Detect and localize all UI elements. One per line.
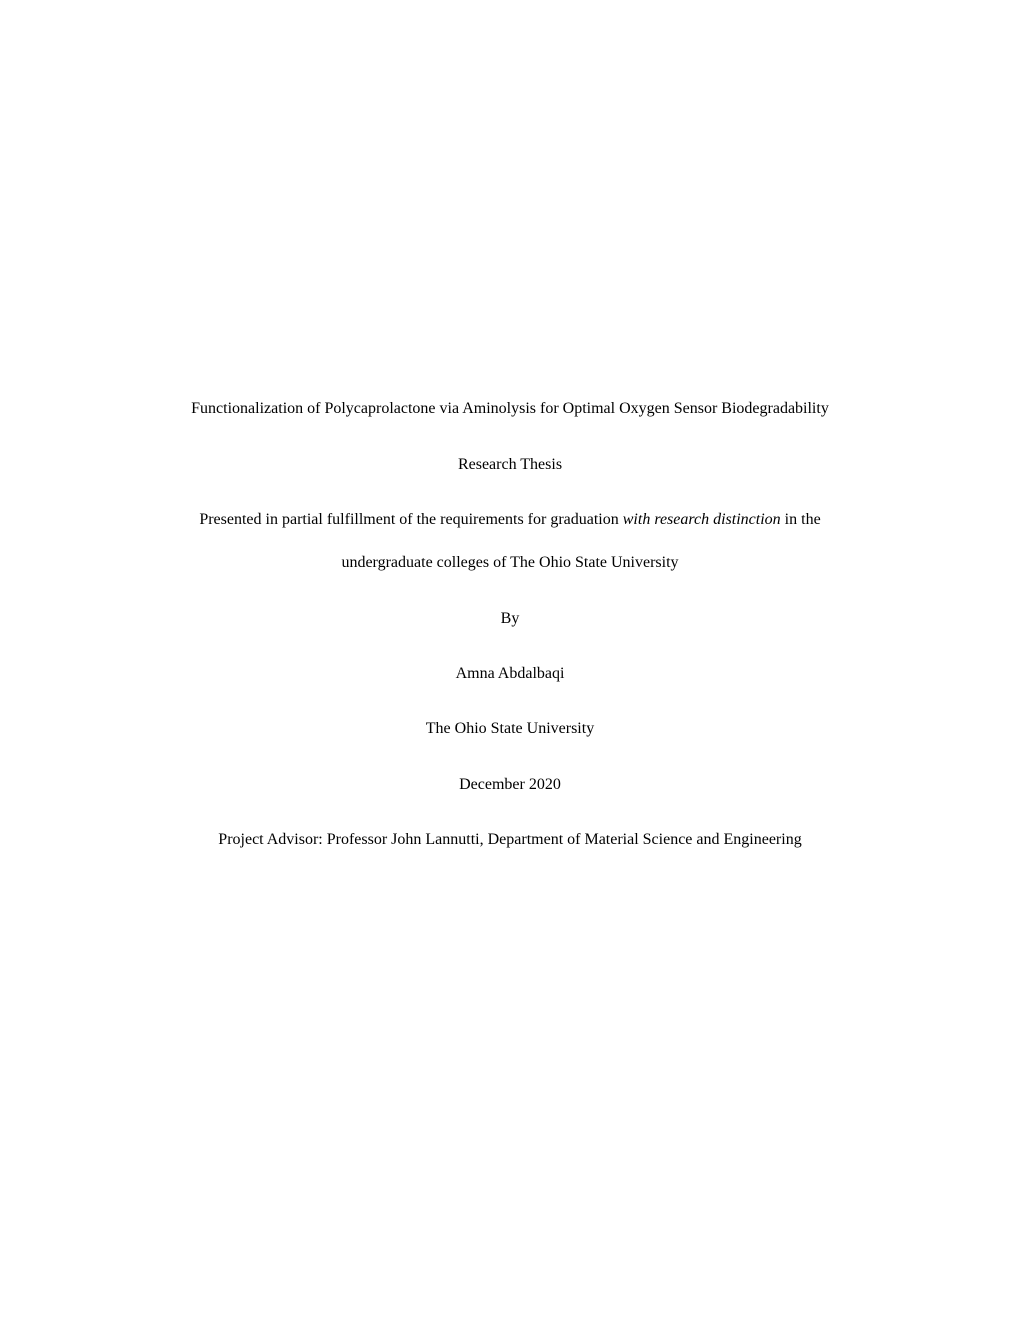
institution-name: The Ohio State University xyxy=(425,720,595,737)
thesis-title: Functionalization of Polycaprolactone via Aminolysis for Optimal Oxygen Sensor Biodegradability xyxy=(191,400,829,417)
presentation-text-before: Presented in partial fulfillment of the requirements for graduation xyxy=(199,511,623,528)
presentation-emphasis: with research distinction xyxy=(622,511,781,528)
document-type: Research Thesis xyxy=(457,456,563,473)
thesis-date: December 2020 xyxy=(459,776,561,793)
by-label: By xyxy=(500,610,520,627)
presentation-statement-line-2: undergraduate colleges of The Ohio State University xyxy=(341,554,679,571)
presentation-text-after: in the xyxy=(780,511,821,528)
author-name: Amna Abdalbaqi xyxy=(455,665,565,682)
project-advisor: Project Advisor: Professor John Lannutti, Department of Material Science and Engineering xyxy=(218,831,802,848)
presentation-statement-line-1 xyxy=(0,510,1020,530)
